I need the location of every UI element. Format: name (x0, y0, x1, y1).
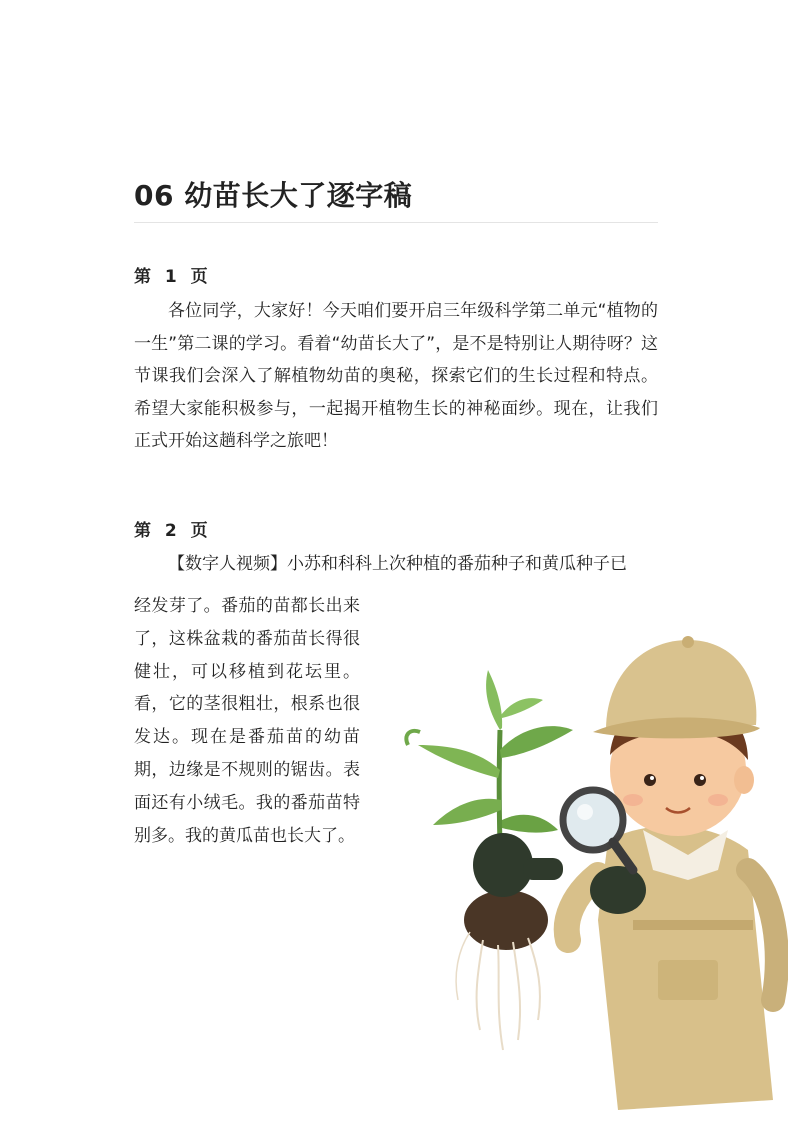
section-heading-page-1: 第 1 页 (134, 267, 212, 287)
section-heading-page-2: 第 2 页 (134, 521, 212, 541)
boy-body-icon (567, 826, 777, 1110)
page-title: 06 幼苗长大了逐字稿 (134, 179, 413, 212)
section-2-paragraph-rest: 经发芽了。番茄的苗都长出来了，这株盆栽的番茄苗长得很健壮，可以移植到花坛里。看，它的茎很粗壮，根系也很发达。现在是番茄苗的幼苗期，边缘是不规则的锯齿。表面还有小绒毛。我的番茄苗特别多。我的黄瓜苗也长大了。 (134, 596, 360, 846)
cap-icon (593, 636, 760, 738)
glove-left-icon (473, 833, 563, 897)
section-1-paragraph: 各位同学，大家好！今天咱们要开启三年级科学第二单元“植物的一生”第二课的学习。看着“幼苗长大了”，是不是特别让人期待呀？这节课我们会深入了解植物幼苗的奥秘，探索它们的生长过程和特点。希望大家能积极参与，一起揭开植物生长的神秘面纱。现在，让我们正式开始这趟科学之旅吧！ (134, 301, 658, 451)
section-2-paragraph-first-line: 【数字人视频】小苏和科科上次种植的番茄种子和黄瓜种子已 (168, 554, 627, 574)
glove-right-icon (590, 866, 646, 914)
soil-root-ball-icon (456, 890, 548, 1050)
title-divider (134, 222, 658, 223)
boy-with-magnifier-illustration (388, 620, 788, 1115)
